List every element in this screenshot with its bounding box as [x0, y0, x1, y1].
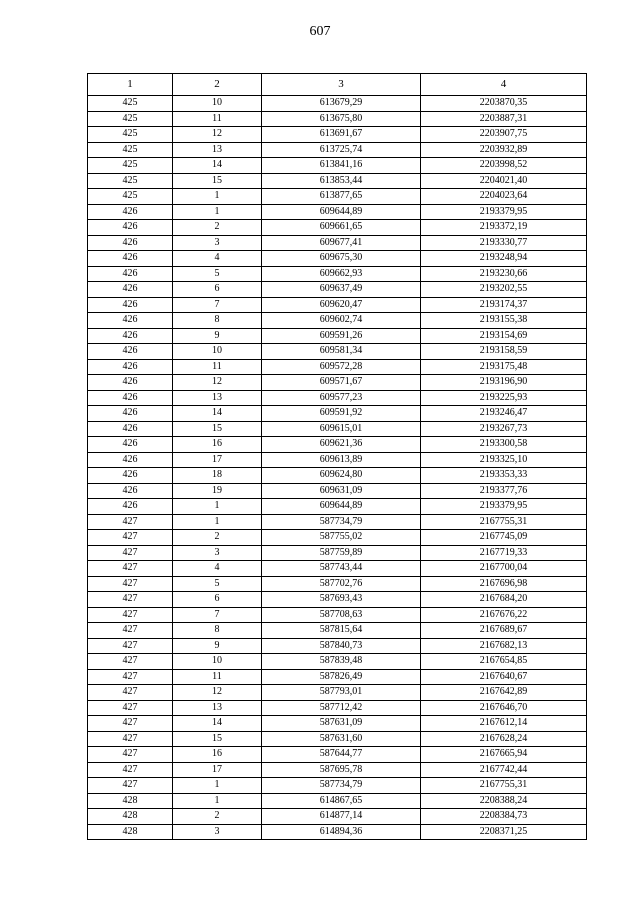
table-row	[88, 669, 587, 685]
table-cell-col-2: 7	[173, 297, 262, 313]
table-cell-col-2: 9	[173, 328, 262, 344]
table-row	[88, 266, 587, 282]
table-cell-col-3: 587734,79	[262, 778, 421, 794]
table-cell-col-2: 16	[173, 747, 262, 763]
table-cell-col-3: 587839,48	[262, 654, 421, 670]
table-cell-col-3: 587840,73	[262, 638, 421, 654]
table-cell-col-4: 2193154,69	[421, 328, 587, 344]
table-cell-col-3: 609644,89	[262, 204, 421, 220]
column-header-1: 1	[88, 74, 173, 96]
table-cell-col-2: 13	[173, 390, 262, 406]
table-cell-col-1: 426	[88, 204, 173, 220]
table-cell-col-3: 613841,16	[262, 158, 421, 174]
table-cell-col-1: 427	[88, 638, 173, 654]
table-cell-col-4: 2208384,73	[421, 809, 587, 825]
table-cell-col-3: 587793,01	[262, 685, 421, 701]
table-cell-col-2: 2	[173, 809, 262, 825]
table-row	[88, 297, 587, 313]
table-cell-col-1: 428	[88, 809, 173, 825]
table-cell-col-1: 427	[88, 561, 173, 577]
table-cell-col-1: 426	[88, 344, 173, 360]
table-cell-col-1: 426	[88, 328, 173, 344]
table-cell-col-4: 2203932,89	[421, 142, 587, 158]
table-cell-col-1: 426	[88, 499, 173, 515]
table-cell-col-1: 427	[88, 514, 173, 530]
table-cell-col-4: 2167689,67	[421, 623, 587, 639]
table-cell-col-3: 587644,77	[262, 747, 421, 763]
table-cell-col-4: 2203870,35	[421, 96, 587, 112]
table-cell-col-3: 587708,63	[262, 607, 421, 623]
table-cell-col-3: 609581,34	[262, 344, 421, 360]
table-cell-col-2: 1	[173, 189, 262, 205]
table-cell-col-3: 609591,92	[262, 406, 421, 422]
table-cell-col-3: 587702,76	[262, 576, 421, 592]
table-cell-col-3: 609637,49	[262, 282, 421, 298]
table-cell-col-3: 609661,65	[262, 220, 421, 236]
table-row	[88, 173, 587, 189]
table-cell-col-2: 3	[173, 545, 262, 561]
table-cell-col-4: 2193325,10	[421, 452, 587, 468]
table-cell-col-2: 10	[173, 344, 262, 360]
table-cell-col-4: 2167682,13	[421, 638, 587, 654]
table-cell-col-3: 613725,74	[262, 142, 421, 158]
table-row	[88, 437, 587, 453]
table-cell-col-4: 2204023,64	[421, 189, 587, 205]
table-row	[88, 204, 587, 220]
table-cell-col-4: 2167755,31	[421, 778, 587, 794]
table-cell-col-2: 2	[173, 530, 262, 546]
table-cell-col-4: 2193353,33	[421, 468, 587, 484]
table-cell-col-1: 425	[88, 96, 173, 112]
table-cell-col-4: 2167745,09	[421, 530, 587, 546]
table-cell-col-2: 1	[173, 499, 262, 515]
table-cell-col-1: 428	[88, 793, 173, 809]
table-row	[88, 375, 587, 391]
table-cell-col-3: 609615,01	[262, 421, 421, 437]
table-cell-col-3: 609602,74	[262, 313, 421, 329]
table-cell-col-1: 426	[88, 483, 173, 499]
table-row	[88, 235, 587, 251]
table-cell-col-4: 2167676,22	[421, 607, 587, 623]
table-cell-col-4: 2167628,24	[421, 731, 587, 747]
table-cell-col-3: 613853,44	[262, 173, 421, 189]
table-row	[88, 778, 587, 794]
table-cell-col-4: 2167642,89	[421, 685, 587, 701]
table-cell-col-4: 2193267,73	[421, 421, 587, 437]
table-row	[88, 793, 587, 809]
table-cell-col-2: 7	[173, 607, 262, 623]
table-cell-col-3: 587815,64	[262, 623, 421, 639]
table-cell-col-3: 587693,43	[262, 592, 421, 608]
table-cell-col-2: 13	[173, 700, 262, 716]
table-cell-col-4: 2193372,19	[421, 220, 587, 236]
table-row	[88, 685, 587, 701]
column-header-2: 2	[173, 74, 262, 96]
table-cell-col-3: 609644,89	[262, 499, 421, 515]
table-cell-col-1: 427	[88, 669, 173, 685]
table-row	[88, 220, 587, 236]
table-cell-col-4: 2193379,95	[421, 204, 587, 220]
table-cell-col-3: 609571,67	[262, 375, 421, 391]
table-cell-col-3: 609631,09	[262, 483, 421, 499]
table-cell-col-2: 12	[173, 375, 262, 391]
table-cell-col-4: 2203887,31	[421, 111, 587, 127]
table-cell-col-2: 14	[173, 158, 262, 174]
table-cell-col-4: 2167612,14	[421, 716, 587, 732]
table-row	[88, 809, 587, 825]
table-cell-col-2: 17	[173, 762, 262, 778]
table-row	[88, 716, 587, 732]
table-cell-col-3: 613679,29	[262, 96, 421, 112]
table-cell-col-3: 609577,23	[262, 390, 421, 406]
coordinates-table	[87, 73, 587, 840]
table-cell-col-4: 2193246,47	[421, 406, 587, 422]
table-cell-col-2: 8	[173, 313, 262, 329]
table-row	[88, 452, 587, 468]
table-cell-col-2: 3	[173, 235, 262, 251]
table-cell-col-2: 15	[173, 731, 262, 747]
table-cell-col-1: 426	[88, 421, 173, 437]
table-cell-col-2: 11	[173, 111, 262, 127]
table-cell-col-4: 2203998,52	[421, 158, 587, 174]
table-row	[88, 142, 587, 158]
table-cell-col-4: 2193155,38	[421, 313, 587, 329]
table-row	[88, 700, 587, 716]
table-cell-col-3: 614894,36	[262, 824, 421, 840]
table-cell-col-2: 14	[173, 716, 262, 732]
table-cell-col-3: 614877,14	[262, 809, 421, 825]
table-cell-col-2: 1	[173, 793, 262, 809]
page-number: 607	[309, 24, 331, 39]
table-cell-col-1: 426	[88, 390, 173, 406]
table-cell-col-1: 426	[88, 406, 173, 422]
table-cell-col-3: 587631,60	[262, 731, 421, 747]
table-cell-col-1: 427	[88, 716, 173, 732]
table-cell-col-1: 427	[88, 700, 173, 716]
table-cell-col-4: 2167646,70	[421, 700, 587, 716]
table-cell-col-1: 427	[88, 530, 173, 546]
table-cell-col-1: 426	[88, 437, 173, 453]
table-cell-col-4: 2193175,48	[421, 359, 587, 375]
table-cell-col-4: 2167654,85	[421, 654, 587, 670]
table-row	[88, 638, 587, 654]
table-cell-col-4: 2193158,59	[421, 344, 587, 360]
column-header-3: 3	[262, 74, 421, 96]
table-cell-col-2: 14	[173, 406, 262, 422]
table-cell-col-3: 614867,65	[262, 793, 421, 809]
table-cell-col-3: 613691,67	[262, 127, 421, 143]
table-row	[88, 499, 587, 515]
table-row	[88, 623, 587, 639]
table-cell-col-2: 1	[173, 204, 262, 220]
table-cell-col-4: 2193174,37	[421, 297, 587, 313]
table-cell-col-1: 426	[88, 297, 173, 313]
table-cell-col-1: 426	[88, 220, 173, 236]
table-cell-col-2: 17	[173, 452, 262, 468]
table-cell-col-1: 427	[88, 762, 173, 778]
table-cell-col-3: 609613,89	[262, 452, 421, 468]
table-cell-col-3: 587734,79	[262, 514, 421, 530]
table-cell-col-3: 587743,44	[262, 561, 421, 577]
table-cell-col-4: 2208388,24	[421, 793, 587, 809]
table-cell-col-4: 2193330,77	[421, 235, 587, 251]
table-row	[88, 111, 587, 127]
table-cell-col-1: 427	[88, 685, 173, 701]
table-row	[88, 747, 587, 763]
table-cell-col-4: 2193230,66	[421, 266, 587, 282]
table-row	[88, 592, 587, 608]
table-cell-col-4: 2167640,67	[421, 669, 587, 685]
table-cell-col-2: 5	[173, 266, 262, 282]
table-cell-col-2: 10	[173, 654, 262, 670]
table-cell-col-4: 2193300,58	[421, 437, 587, 453]
table-cell-col-4: 2193379,95	[421, 499, 587, 515]
table-row	[88, 762, 587, 778]
table-cell-col-2: 11	[173, 359, 262, 375]
table-cell-col-1: 427	[88, 654, 173, 670]
table-cell-col-2: 6	[173, 282, 262, 298]
table-cell-col-3: 587712,42	[262, 700, 421, 716]
table-cell-col-1: 427	[88, 607, 173, 623]
table-cell-col-4: 2203907,75	[421, 127, 587, 143]
table-cell-col-3: 609677,41	[262, 235, 421, 251]
table-cell-col-4: 2167755,31	[421, 514, 587, 530]
table-cell-col-3: 609675,30	[262, 251, 421, 267]
table-cell-col-1: 426	[88, 375, 173, 391]
table-cell-col-3: 587631,09	[262, 716, 421, 732]
table-cell-col-3: 609621,36	[262, 437, 421, 453]
table-row	[88, 530, 587, 546]
table-cell-col-1: 425	[88, 173, 173, 189]
table-cell-col-3: 609591,26	[262, 328, 421, 344]
table-cell-col-2: 4	[173, 561, 262, 577]
table-cell-col-2: 5	[173, 576, 262, 592]
table-cell-col-4: 2208371,25	[421, 824, 587, 840]
table-cell-col-1: 425	[88, 189, 173, 205]
table-row	[88, 607, 587, 623]
table-cell-col-2: 15	[173, 173, 262, 189]
table-cell-col-2: 6	[173, 592, 262, 608]
table-cell-col-1: 427	[88, 576, 173, 592]
table-cell-col-4: 2193248,94	[421, 251, 587, 267]
table-cell-col-4: 2193377,76	[421, 483, 587, 499]
table-cell-col-3: 613675,80	[262, 111, 421, 127]
table-body	[88, 96, 587, 840]
table-cell-col-3: 609572,28	[262, 359, 421, 375]
table-row	[88, 282, 587, 298]
table-row	[88, 158, 587, 174]
table-cell-col-1: 426	[88, 282, 173, 298]
table-cell-col-3: 613877,65	[262, 189, 421, 205]
table-cell-col-1: 426	[88, 452, 173, 468]
table-cell-col-1: 428	[88, 824, 173, 840]
table-header-row	[88, 74, 587, 96]
table-cell-col-3: 587755,02	[262, 530, 421, 546]
table-cell-col-4: 2167696,98	[421, 576, 587, 592]
table-cell-col-4: 2193225,93	[421, 390, 587, 406]
table-cell-col-2: 13	[173, 142, 262, 158]
table-cell-col-2: 2	[173, 220, 262, 236]
table-cell-col-2: 8	[173, 623, 262, 639]
table-row	[88, 483, 587, 499]
table-row	[88, 328, 587, 344]
table-row	[88, 468, 587, 484]
table-row	[88, 390, 587, 406]
table-cell-col-3: 609662,93	[262, 266, 421, 282]
table-cell-col-4: 2167684,20	[421, 592, 587, 608]
table-cell-col-2: 1	[173, 514, 262, 530]
table-cell-col-2: 9	[173, 638, 262, 654]
table-cell-col-1: 426	[88, 468, 173, 484]
table-row	[88, 514, 587, 530]
table-row	[88, 576, 587, 592]
table-cell-col-2: 1	[173, 778, 262, 794]
table-row	[88, 545, 587, 561]
table-row	[88, 127, 587, 143]
table-row	[88, 96, 587, 112]
table-row	[88, 654, 587, 670]
table-cell-col-2: 18	[173, 468, 262, 484]
table-cell-col-1: 426	[88, 313, 173, 329]
table-cell-col-3: 587759,89	[262, 545, 421, 561]
table-cell-col-2: 12	[173, 127, 262, 143]
table-cell-col-1: 426	[88, 359, 173, 375]
table-cell-col-1: 427	[88, 731, 173, 747]
table-cell-col-1: 425	[88, 142, 173, 158]
table-cell-col-1: 425	[88, 127, 173, 143]
table-cell-col-2: 11	[173, 669, 262, 685]
table-cell-col-1: 426	[88, 266, 173, 282]
table-cell-col-2: 12	[173, 685, 262, 701]
table-cell-col-2: 16	[173, 437, 262, 453]
table-cell-col-4: 2167719,33	[421, 545, 587, 561]
table-row	[88, 561, 587, 577]
table-cell-col-1: 427	[88, 778, 173, 794]
table-row	[88, 251, 587, 267]
table-cell-col-4: 2193196,90	[421, 375, 587, 391]
table-cell-col-1: 427	[88, 747, 173, 763]
table-cell-col-1: 426	[88, 235, 173, 251]
table-row	[88, 731, 587, 747]
table-cell-col-1: 427	[88, 592, 173, 608]
table-cell-col-2: 19	[173, 483, 262, 499]
column-header-4: 4	[421, 74, 587, 96]
table-cell-col-2: 15	[173, 421, 262, 437]
table-cell-col-1: 426	[88, 251, 173, 267]
table-cell-col-3: 587695,78	[262, 762, 421, 778]
table-cell-col-4: 2204021,40	[421, 173, 587, 189]
table-cell-col-2: 4	[173, 251, 262, 267]
table-row	[88, 824, 587, 840]
table-cell-col-2: 10	[173, 96, 262, 112]
table-cell-col-3: 587826,49	[262, 669, 421, 685]
table-cell-col-1: 425	[88, 111, 173, 127]
table-row	[88, 189, 587, 205]
table-row	[88, 313, 587, 329]
table-cell-col-2: 3	[173, 824, 262, 840]
table-cell-col-1: 427	[88, 623, 173, 639]
table-row	[88, 421, 587, 437]
table-cell-col-4: 2167700,04	[421, 561, 587, 577]
table-row	[88, 344, 587, 360]
table-row	[88, 406, 587, 422]
table-cell-col-3: 609620,47	[262, 297, 421, 313]
table-cell-col-4: 2193202,55	[421, 282, 587, 298]
table-cell-col-4: 2167742,44	[421, 762, 587, 778]
table-row	[88, 359, 587, 375]
table-cell-col-1: 425	[88, 158, 173, 174]
table-cell-col-1: 427	[88, 545, 173, 561]
table-cell-col-4: 2167665,94	[421, 747, 587, 763]
table-cell-col-3: 609624,80	[262, 468, 421, 484]
